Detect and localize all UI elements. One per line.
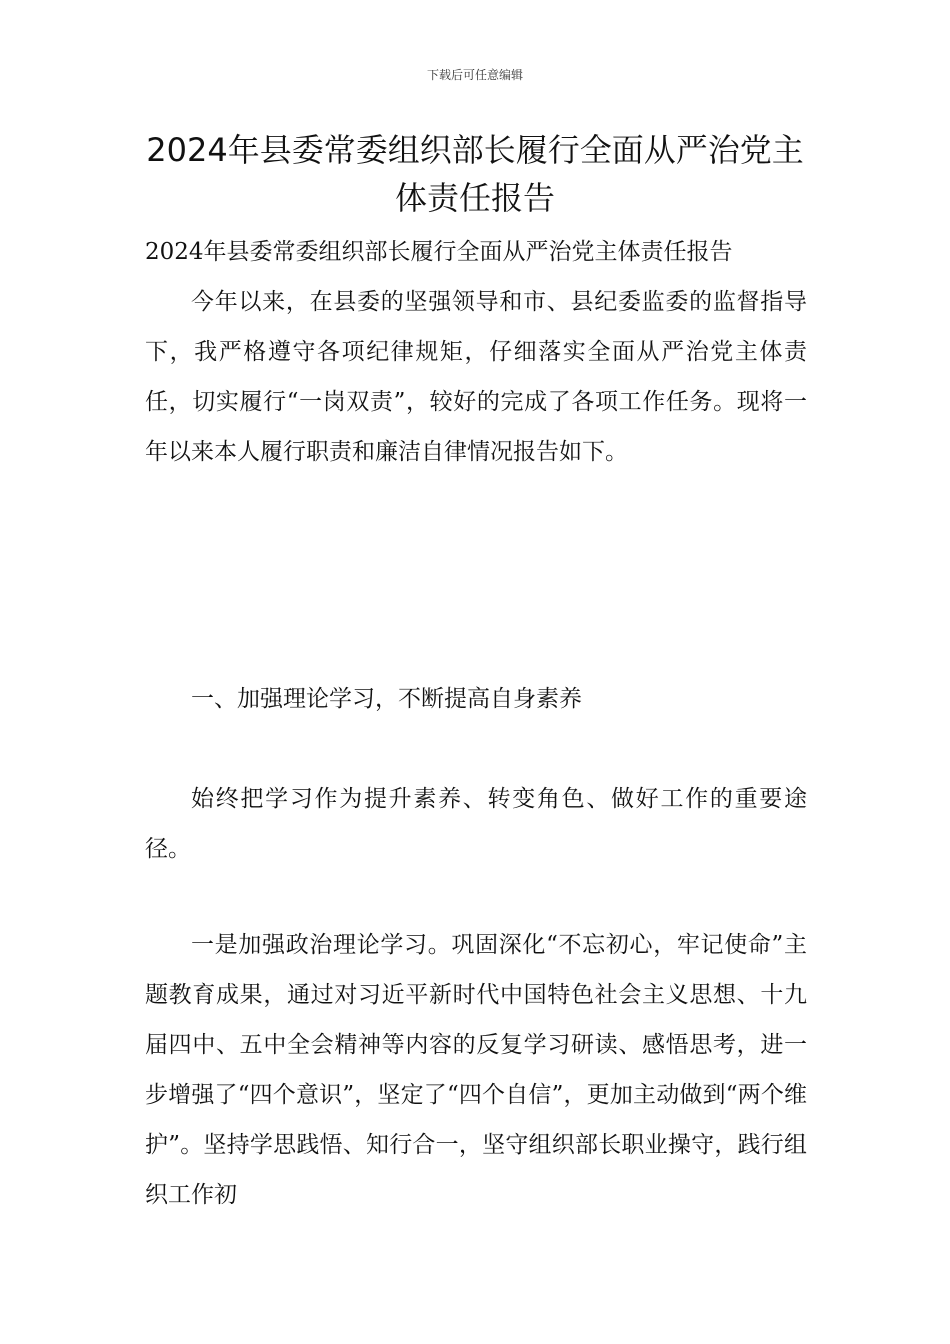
section-one-heading: 一、加强理论学习，不断提高自身素养	[191, 686, 582, 712]
section-one-intro-paragraph: 始终把学习作为提升素养、转变角色、做好工作的重要途径。	[145, 786, 807, 862]
header-note: 下载后可任意编辑	[426, 68, 523, 82]
intro-paragraph: 今年以来，在县委的坚强领导和市、县纪委监委的监督指导下，我严格遵守各项纪律规矩，仔细落实全面从严治党主体责任，切实履行“一岗双责”，较好的完成了各项工作任务。现将一年以来本人履行职责和廉洁自律情况报告如下。	[145, 289, 807, 465]
document-title: 2024年县委常委组织部长履行全面从严治党主体责任报告	[146, 131, 804, 217]
point-one-paragraph: 一是加强政治理论学习。巩固深化“不忘初心，牢记使命”主题教育成果，通过对习近平新时代中国特色社会主义思想、十九届四中、五中全会精神等内容的反复学习研读、感悟思考，进一步增强了“四个意识”，坚定了“四个自信”，更加主动做到“两个维护”。坚持学思践悟、知行合一，坚守组织部长职业操守，践行组织工作初	[145, 932, 807, 1208]
document-subtitle: 2024年县委常委组织部长履行全面从严治党主体责任报告	[145, 239, 733, 265]
